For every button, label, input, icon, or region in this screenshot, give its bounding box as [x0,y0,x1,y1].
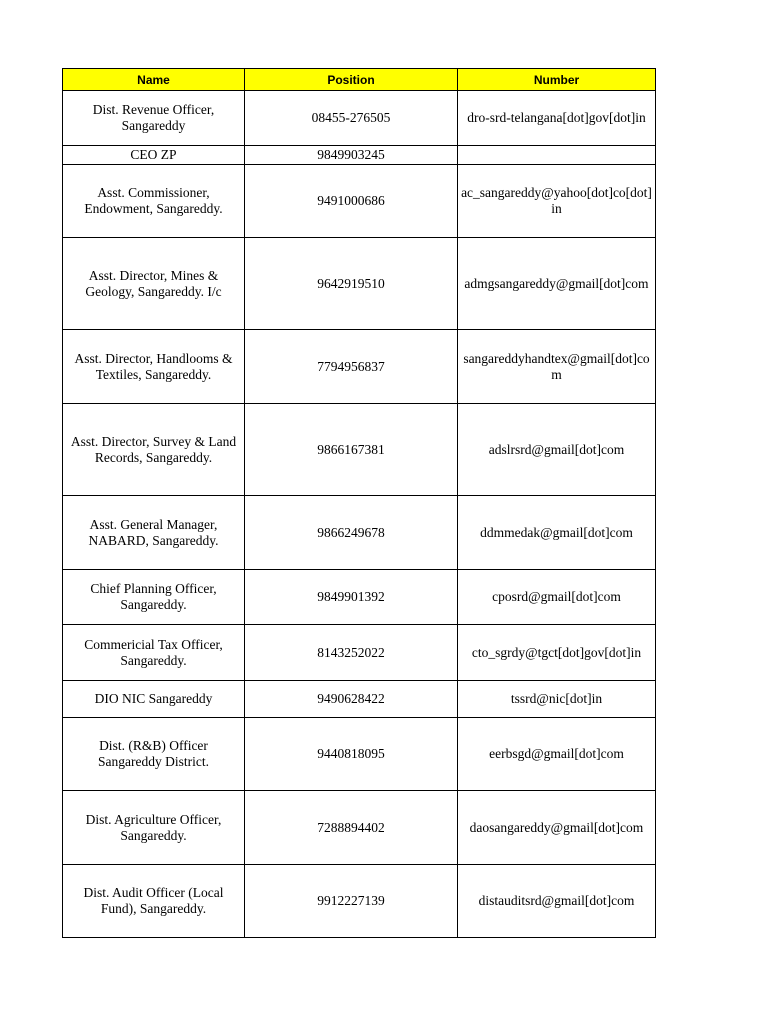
cell-name: Commericial Tax Officer, Sangareddy. [63,625,245,681]
header-position: Position [245,69,458,91]
cell-name: Asst. General Manager, NABARD, Sangareddy. [63,496,245,570]
cell-position: 9491000686 [245,165,458,238]
table-row [63,496,656,570]
table-row [63,146,656,165]
table-row [63,330,656,404]
table-row [63,681,656,718]
cell-number: dro-srd-telangana[dot]gov[dot]in [458,91,656,146]
cell-number: daosangareddy@gmail[dot]com [458,791,656,865]
table-row [63,238,656,330]
cell-position: 7794956837 [245,330,458,404]
cell-position: 9849903245 [245,146,458,165]
cell-position: 9912227139 [245,865,458,938]
cell-number: ac_sangareddy@yahoo[dot]co[dot]in [458,165,656,238]
header-name: Name [63,69,245,91]
header-row [63,69,656,91]
table-row [63,570,656,625]
contacts-table [62,68,656,938]
cell-position: 9866249678 [245,496,458,570]
cell-position: 9642919510 [245,238,458,330]
header-number: Number [458,69,656,91]
cell-number: admgsangareddy@gmail[dot]com [458,238,656,330]
cell-position: 08455-276505 [245,91,458,146]
cell-position: 9849901392 [245,570,458,625]
cell-name: Asst. Director, Survey & Land Records, Sangareddy. [63,404,245,496]
cell-name: CEO ZP [63,146,245,165]
cell-position: 8143252022 [245,625,458,681]
cell-name: Dist. Agriculture Officer, Sangareddy. [63,791,245,865]
cell-name: Dist. (R&B) Officer Sangareddy District. [63,718,245,791]
table-row [63,625,656,681]
cell-name: Asst. Director, Mines & Geology, Sangareddy. I/c [63,238,245,330]
cell-number: tssrd@nic[dot]in [458,681,656,718]
cell-number: cto_sgrdy@tgct[dot]gov[dot]in [458,625,656,681]
cell-position: 9490628422 [245,681,458,718]
table-row [63,865,656,938]
table-row [63,791,656,865]
table-row [63,91,656,146]
cell-number [458,146,656,165]
cell-name: Dist. Audit Officer (Local Fund), Sangareddy. [63,865,245,938]
cell-name: Dist. Revenue Officer, Sangareddy [63,91,245,146]
cell-number: distauditsrd@gmail[dot]com [458,865,656,938]
table-row [63,165,656,238]
cell-number: eerbsgd@gmail[dot]com [458,718,656,791]
cell-position: 7288894402 [245,791,458,865]
cell-number: ddmmedak@gmail[dot]com [458,496,656,570]
cell-name: Asst. Director, Handlooms & Textiles, Sangareddy. [63,330,245,404]
cell-name: Asst. Commissioner, Endowment, Sangareddy. [63,165,245,238]
table-row [63,404,656,496]
cell-name: Chief Planning Officer, Sangareddy. [63,570,245,625]
cell-position: 9440818095 [245,718,458,791]
cell-name: DIO NIC Sangareddy [63,681,245,718]
cell-number: adslrsrd@gmail[dot]com [458,404,656,496]
cell-number: sangareddyhandtex@gmail[dot]com [458,330,656,404]
cell-number: cposrd@gmail[dot]com [458,570,656,625]
cell-position: 9866167381 [245,404,458,496]
table-row [63,718,656,791]
